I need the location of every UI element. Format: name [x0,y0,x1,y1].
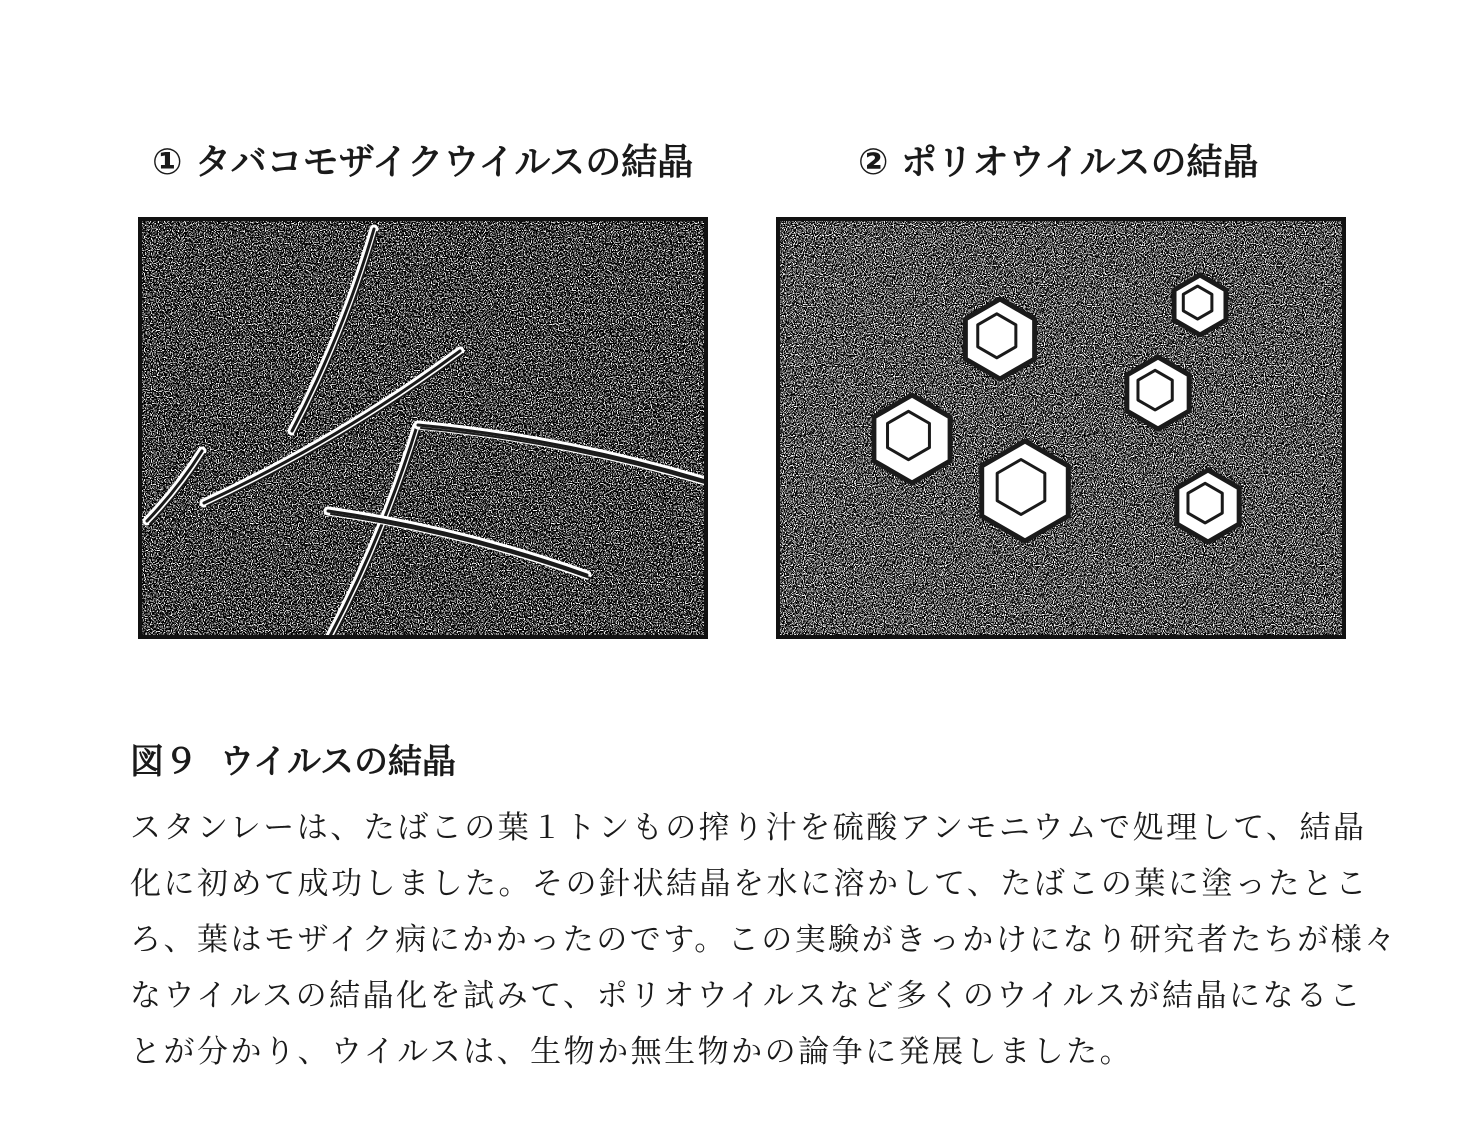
figure-title: ウイルスの結晶 [220,742,456,782]
crystal-face [1138,370,1172,410]
crystal-face [888,411,930,459]
crystal-face [1188,483,1222,523]
crystal-face [978,314,1016,358]
body-text-line: 化に初めて成功しました。その針状結晶を水に溶かして、たばこの葉に塗ったとこ [130,866,1369,902]
figure-label: 図９ [130,742,198,782]
crystal-face [997,460,1045,515]
polyhedral-crystal [965,299,1034,379]
polyhedral-crystals-drawing [780,221,1342,635]
tobacco-mosaic-crystal-illustration [138,217,708,639]
polyhedral-crystal [1174,275,1226,335]
crystal-face [1183,286,1212,319]
polyhedral-crystal [1127,357,1189,429]
stipple-background [780,221,1342,635]
body-text-line: なウイルスの結晶化を試みて、ポリオウイルスなど多くのウイルスが結晶になるこ [130,978,1363,1014]
panel-title-polio: ② ポリオウイルスの結晶 [858,142,1259,183]
panel-title-tobacco-mosaic: ① タバコモザイクウイルスの結晶 [152,142,694,183]
polyhedral-crystal [874,395,950,483]
body-text-line: スタンレーは、たばこの葉１トンもの搾り汁を硫酸アンモニウムで処理して、結晶 [130,810,1367,846]
needle-crystals-drawing [142,221,704,635]
polyhedral-crystal [982,441,1069,541]
poliovirus-crystal-illustration [776,217,1346,639]
body-text-line: ろ、葉はモザイク病にかかったのです。この実験がきっかけになり研究者たちが様々 [130,922,1398,958]
body-text-line: とが分かり、ウイルスは、生物か無生物かの論争に発展しました。 [130,1034,1134,1070]
polyhedral-crystal [1177,470,1239,542]
figure-caption-title [130,734,456,783]
